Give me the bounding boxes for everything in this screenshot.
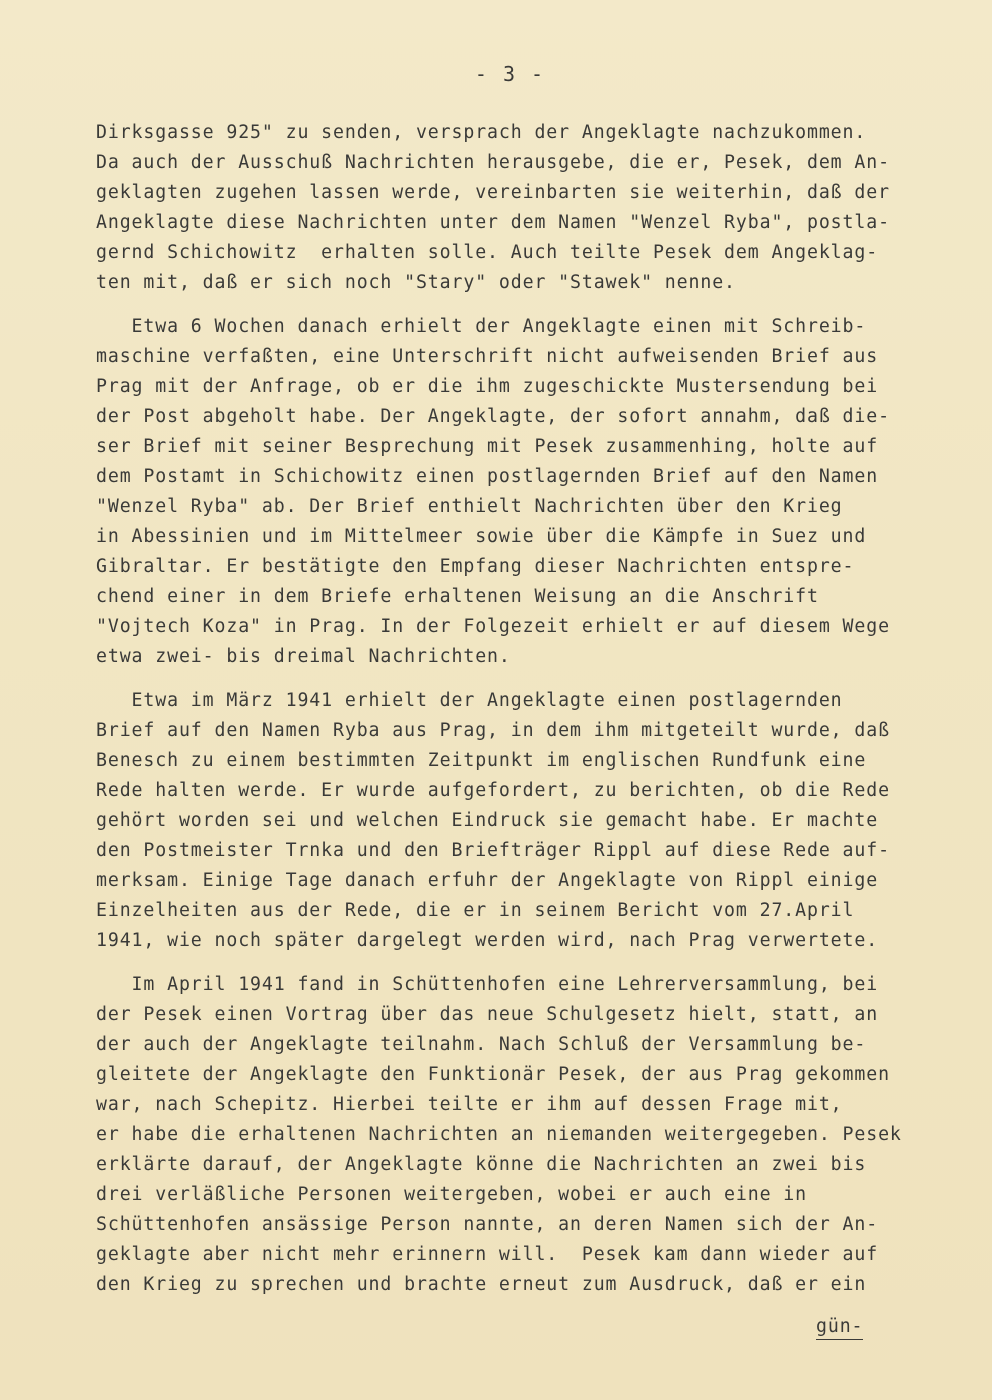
text-line: den Krieg zu sprechen und brachte erneut zum Ausdruck, daß er ein bbox=[96, 1274, 867, 1295]
text-line: den Postmeister Trnka und den Briefträger Rippl auf diese Rede auf- bbox=[96, 840, 890, 861]
text-line: er habe die erhaltenen Nachrichten an niemanden weitergegeben. Pesek bbox=[96, 1124, 902, 1145]
paragraph bbox=[96, 312, 966, 672]
text-line: Dirksgasse 925" zu senden, versprach der Angeklagte nachzukommen. bbox=[96, 122, 867, 143]
text-line: in Abessinien und im Mittelmeer sowie über die Kämpfe in Suez und bbox=[96, 526, 867, 547]
text-line: der auch der Angeklagte teilnahm. Nach Schluß der Versammlung be- bbox=[96, 1034, 867, 1055]
paragraph bbox=[96, 686, 966, 956]
paragraph bbox=[96, 118, 966, 298]
text-line: der Pesek einen Vortrag über das neue Schulgesetz hielt, statt, an bbox=[96, 1004, 879, 1025]
text-line: maschine verfaßten, eine Unterschrift nicht aufweisenden Brief aus bbox=[96, 346, 879, 367]
text-line: Im April 1941 fand in Schüttenhofen eine Lehrerversammlung, bei bbox=[96, 974, 879, 995]
text-line: drei verläßliche Personen weitergeben, wobei er auch eine in bbox=[96, 1184, 807, 1205]
text-line: gleitete der Angeklagte den Funktionär Pesek, der aus Prag gekommen bbox=[96, 1064, 890, 1085]
text-line: ser Brief mit seiner Besprechung mit Pesek zusammenhing, holte auf bbox=[96, 436, 879, 457]
text-line: Gibraltar. Er bestätigte den Empfang dieser Nachrichten entspre- bbox=[96, 556, 855, 577]
text-line: "Wenzel Ryba" ab. Der Brief enthielt Nachrichten über den Krieg bbox=[96, 496, 843, 517]
catchword: gün- bbox=[816, 1316, 863, 1340]
text-line: Etwa 6 Wochen danach erhielt der Angeklagte einen mit Schreib- bbox=[96, 316, 867, 337]
body-text bbox=[96, 118, 966, 1300]
text-line: war, nach Schepitz. Hierbei teilte er ihm auf dessen Frage mit, bbox=[96, 1094, 843, 1115]
text-line: chend einer in dem Briefe erhaltenen Weisung an die Anschrift bbox=[96, 586, 819, 607]
text-line: geklagte aber nicht mehr erinnern will. Pesek kam dann wieder auf bbox=[96, 1244, 879, 1265]
text-line: Einzelheiten aus der Rede, die er in seinem Bericht vom 27.April bbox=[96, 900, 855, 921]
text-line: Benesch zu einem bestimmten Zeitpunkt im englischen Rundfunk eine bbox=[96, 750, 867, 771]
text-line: Schüttenhofen ansässige Person nannte, an deren Namen sich der An- bbox=[96, 1214, 879, 1235]
text-line: Angeklagte diese Nachrichten unter dem Namen "Wenzel Ryba", postla- bbox=[96, 212, 890, 233]
text-line: geklagten zugehen lassen werde, vereinbarten sie weiterhin, daß der bbox=[96, 182, 890, 203]
text-line: Prag mit der Anfrage, ob er die ihm zugeschickte Mustersendung bei bbox=[96, 376, 879, 397]
text-line: merksam. Einige Tage danach erfuhr der Angeklagte von Rippl einige bbox=[96, 870, 879, 891]
text-line: gernd Schichowitz erhalten solle. Auch teilte Pesek dem Angeklag- bbox=[96, 242, 879, 263]
text-line: ten mit, daß er sich noch "Stary" oder "Stawek" nenne. bbox=[96, 272, 736, 293]
text-line: Brief auf den Namen Ryba aus Prag, in dem ihm mitgeteilt wurde, daß bbox=[96, 720, 890, 741]
text-line: etwa zwei- bis dreimal Nachrichten. bbox=[96, 646, 511, 667]
text-line: dem Postamt in Schichowitz einen postlagernden Brief auf den Namen bbox=[96, 466, 879, 487]
text-line: 1941, wie noch später dargelegt werden wird, nach Prag verwertete. bbox=[96, 930, 879, 951]
text-line: gehört worden sei und welchen Eindruck sie gemacht habe. Er machte bbox=[96, 810, 879, 831]
paragraph bbox=[96, 970, 966, 1300]
text-line: Etwa im März 1941 erhielt der Angeklagte einen postlagernden bbox=[96, 690, 843, 711]
text-line: Rede halten werde. Er wurde aufgefordert, zu berichten, ob die Rede bbox=[96, 780, 890, 801]
page-number: - 3 - bbox=[474, 62, 546, 86]
text-line: "Vojtech Koza" in Prag. In der Folgezeit erhielt er auf diesem Wege bbox=[96, 616, 890, 637]
text-line: Da auch der Ausschuß Nachrichten herausgebe, die er, Pesek, dem An- bbox=[96, 152, 890, 173]
text-line: erklärte darauf, der Angeklagte könne die Nachrichten an zwei bis bbox=[96, 1154, 867, 1175]
text-line: der Post abgeholt habe. Der Angeklagte, der sofort annahm, daß die- bbox=[96, 406, 890, 427]
